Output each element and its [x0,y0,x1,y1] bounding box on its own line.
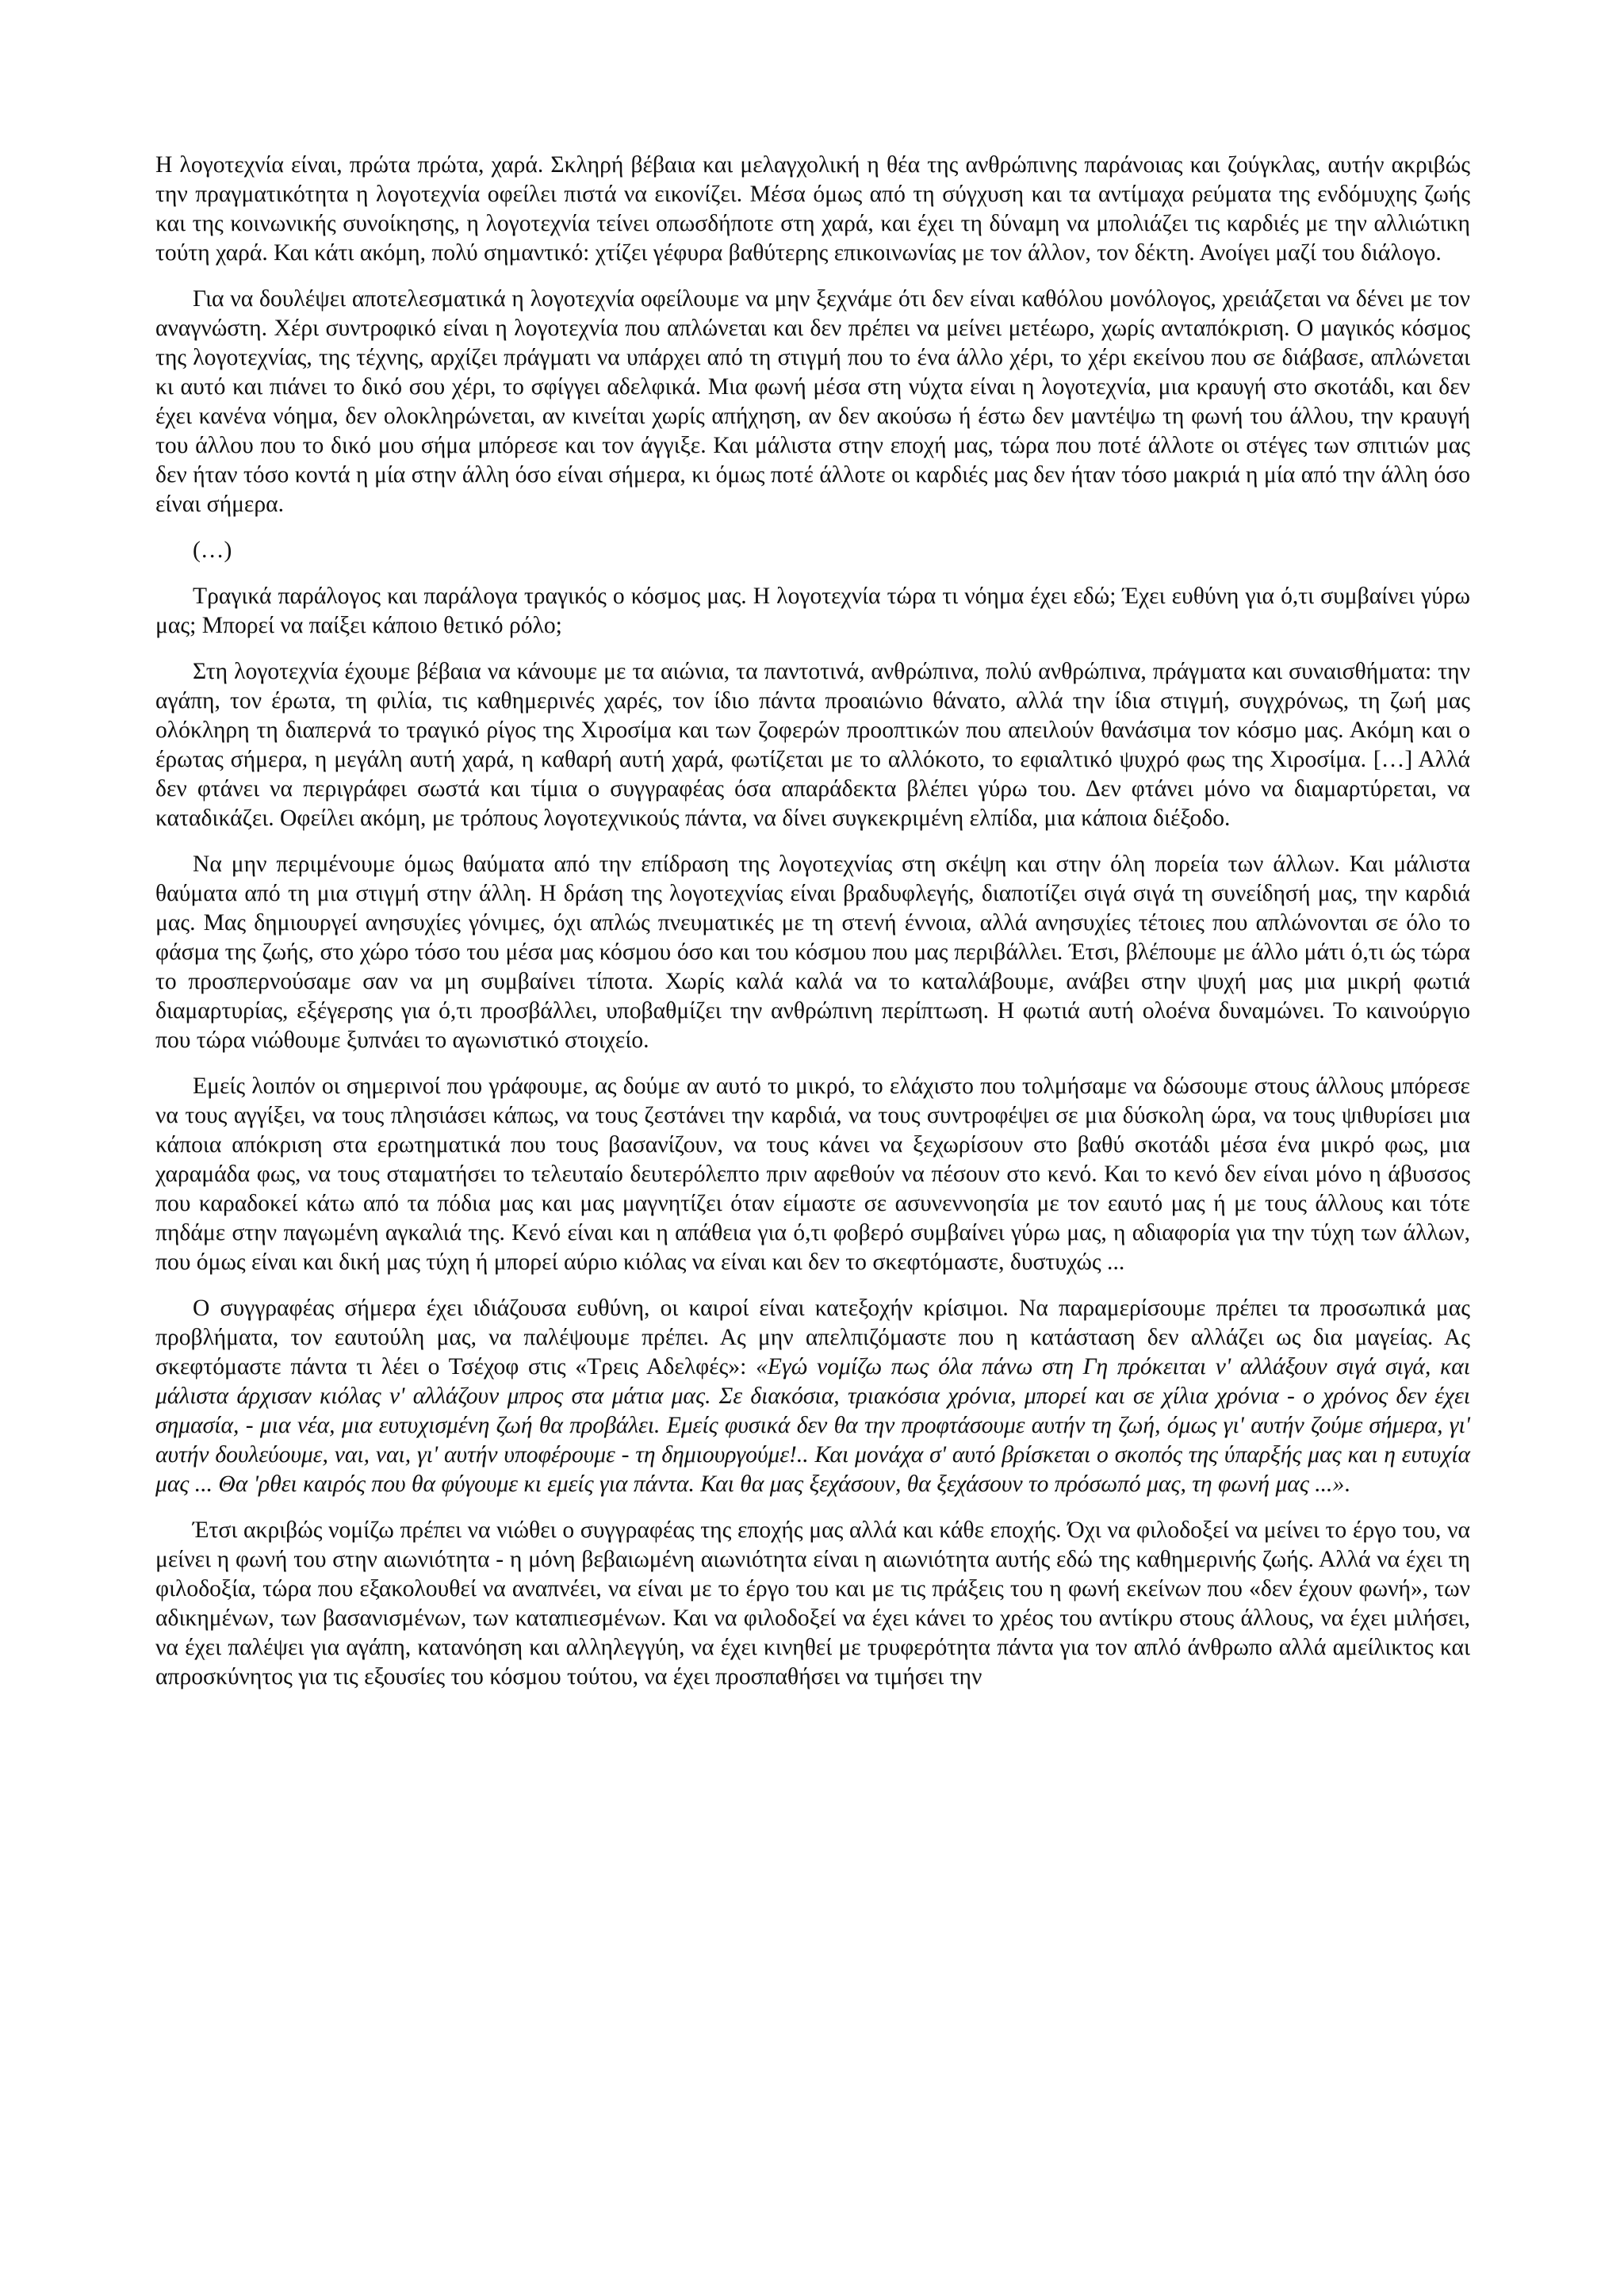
paragraph-5: Να μην περιμένουμε όμως θαύματα από την επίδραση της λογοτεχνίας στη σκέψη και στην όλη πορεία των άλλων. Και μάλιστα θαύματα από τη μια στιγμή στην άλλη. Η δράση της λογοτεχνίας είναι βραδυφλεγής, διαποτίζει σιγά σιγά τη συνείδησή μας, την καρδιά μας. Μας δημιουργεί ανησυχίες γόνιμες, όχι απλώς πνευματικές με τη στενή έννοια, αλλά ανησυχίες τέτοιες που απλώνονται σε όλο το φάσμα της ζωής, στο χώρο τόσο του μέσα μας κόσμου όσο και του κόσμου που μας περιβάλλει. Έτσι, βλέπουμε με άλλο μάτι ό,τι ώς τώρα το προσπερνούσαμε σαν να μη συμβαίνει τίποτα. Χωρίς καλά καλά να το καταλάβουμε, ανάβει στην ψυχή μας μια μικρή φωτιά διαμαρτυρίας, εξέγερσης για ό,τι προσβάλλει, υποβαθμίζει την ανθρώπινη περίπτωση. Η φωτιά αυτή ολοένα δυναμώνει. Το καινούργιο που τώρα νιώθουμε ξυπνάει το αγωνιστικό στοιχείο. [155,851,1470,1053]
chekhov-quote: «Εγώ νομίζω πως όλα πάνω στη Γη πρόκειται ν' αλλάξουν σιγά σιγά, και μάλιστα άρχισαν κιόλας ν' αλλάζουν μπρος στα μάτια μας. Σε διακόσια, τριακόσια χρόνια, μπορεί και σε χίλια χρόνια - ο χρόνος δεν έχει σημασία, - μια νέα, μια ευτυχισμένη ζωή θα προβάλει. Εμείς φυσικά δεν θα την προφτάσουμε αυτήν τη ζωή, όμως γι' αυτήν ζούμε σήμερα, γι' αυτήν δουλεύουμε, ναι, ναι, γι' αυτήν υποφέρουμε - τη δημιουργούμε!.. Και μονάχα σ' αυτό βρίσκεται ο σκοπός της ύπαρξής μας και η ευτυχία μας ... Θα 'ρθει καιρός που θα φύγουμε κι εμείς για πάντα. Και θα μας ξεχάσουν, θα ξεχάσουν το πρόσωπό μας, τη φωνή μας ...» [155,1354,1470,1497]
paragraph-4: Στη λογοτεχνία έχουμε βέβαια να κάνουμε με τα αιώνια, τα παντοτινά, ανθρώπινα, πολύ ανθρώπινα, πράγματα και συναισθήματα: την αγάπη, τον έρωτα, τη φιλία, τις καθημερινές χαρές, τον ίδιο πάντα προαιώνιο θάνατο, αλλά την ίδια στιγμή, συγχρόνως, τη ζωή μας ολόκληρη τη διαπερνά το τραγικό ρίγος της Χιροσίμα και των ζοφερών προοπτικών που απειλούν θανάσιμα τον κόσμο μας. Ακόμη και ο έρωτας σήμερα, η μεγάλη αυτή χαρά, η καθαρή αυτή χαρά, φωτίζεται με το αλλόκοτο, το εφιαλτικό ψυχρό φως της Χιροσίμα. […] Αλλά δεν φτάνει να περιγράφει σωστά και τίμια ο συγγραφέας όσα απαράδεκτα βλέπει γύρω του. Δεν φτάνει μόνο να διαμαρτύρεται, να καταδικάζει. Οφείλει ακόμη, με τρόπους λογοτεχνικούς πάντα, να δίνει συγκεκριμένη ελπίδα, μια κάποια διέξοδο. [155,659,1470,831]
chekhov-tail: . [1344,1471,1350,1497]
paragraph-3: Τραγικά παράλογος και παράλογα τραγικός ο κόσμος μας. Η λογοτεχνία τώρα τι νόημα έχει εδώ; Έχει ευθύνη για ό,τι συμβαίνει γύρω μας; Μπορεί να παίξει κάποιο θετικό ρόλο; [155,584,1470,638]
paragraph-chekhov [155,1294,1470,1499]
chekhov-lead: Ο συγγραφέας σήμερα έχει ιδιάζουσα ευθύνη, οι καιροί είναι κατεξοχήν κρίσιμοι. Να παραμερίσουμε πρέπει τα προσωπικά μας προβλήματα, τον εαυτούλη μας, να παλέψουμε πρέπει. Ας μην απελπιζόμαστε που η κατάσταση δεν αλλάζει ως δια μαγείας. Ας σκεφτόμαστε πάντα τι λέει ο Τσέχοφ στις «Τρεις Αδελφές»: [155,1295,1470,1380]
paragraph-last: Έτσι ακριβώς νομίζω πρέπει να νιώθει ο συγγραφέας της εποχής μας αλλά και κάθε εποχής. Όχι να φιλοδοξεί να μείνει το έργο του, να μείνει η φωνή του στην αιωνιότητα - η μόνη βεβαιωμένη αιωνιότητα είναι η αιωνιότητα αυτής εδώ της καθημερινής ζωής. Αλλά να έχει τη φιλοδοξία, τώρα που εξακολουθεί να αναπνέει, να είναι με το έργο του και με τις πράξεις του η φωνή εκείνων που «δεν έχουν φωνή», των αδικημένων, των βασανισμένων, των καταπιεσμένων. Και να φιλοδοξεί να έχει κάνει το χρέος του αντίκρυ στους άλλους, να έχει μιλήσει, να έχει παλέψει για αγάπη, κατανόηση και αλληλεγγύη, να έχει κινηθεί με τρυφερότητα πάντα για τον απλό άνθρωπο αλλά αμείλικτος και απροσκύνητος για τις εξουσίες του κόσμου τούτου, να έχει προσπαθήσει να τιμήσει την [155,1517,1470,1689]
paragraph-1: Η λογοτεχνία είναι, πρώτα πρώτα, χαρά. Σκληρή βέβαια και μελαγχολική η θέα της ανθρώπινης παράνοιας και ζούγκλας, αυτήν ακριβώς την πραγματικότητα η λογοτεχνία οφείλει πιστά να εικονίζει. Μέσα όμως από τη σύγχυση και τα αντίμαχα ρεύματα της ενδόμυχης ζωής και της κοινωνικής συνοίκησης, η λογοτεχνία τείνει οπωσδήποτε στη χαρά, και έχει τη δύναμη να μπολιάζει τις καρδιές με την αλλιώτικη τούτη χαρά. Και κάτι ακόμη, πολύ σημαντικό: χτίζει γέφυρα βαθύτερης επικοινωνίας με τον άλλον, τον δέκτη. Ανοίγει μαζί του διάλογο. [155,152,1470,266]
paragraph-2: Για να δουλέψει αποτελεσματικά η λογοτεχνία οφείλουμε να μην ξεχνάμε ότι δεν είναι καθόλου μονόλογος, χρειάζεται να δένει με τον αναγνώστη. Χέρι συντροφικό είναι η λογοτεχνία που απλώνεται και δεν πρέπει να μείνει μετέωρο, χωρίς ανταπόκριση. Ο μαγικός κόσμος της λογοτεχνίας, της τέχνης, αρχίζει πράγματι να υπάρχει από τη στιγμή που το ένα άλλο χέρι, το χέρι εκείνου που σε διάβασε, απλώνεται κι αυτό και πιάνει το δικό σου χέρι, το σφίγγει αδελφικά. Μια φωνή μέσα στη νύχτα είναι η λογοτεχνία, μια κραυγή στο σκοτάδι, και δεν έχει κανένα νόημα, δεν ολοκληρώνεται, αν κινείται χωρίς απήχηση, αν δεν ακούσω ή έστω δεν μαντέψω τη φωνή του άλλου, την κραυγή του άλλου που το δικό μου σήμα μπόρεσε και τον άγγιξε. Και μάλιστα στην εποχή μας, τώρα που ποτέ άλλοτε οι στέγες των σπιτιών μας δεν ήταν τόσο κοντά η μία στην άλλη όσο είναι σήμερα, κι όμως ποτέ άλλοτε οι καρδιές μας δεν ήταν τόσο μακριά η μία από την άλλη όσο είναι σήμερα. [155,286,1470,517]
document-body [155,151,1470,1692]
paragraph-6: Εμείς λοιπόν οι σημερινοί που γράφουμε, ας δούμε αν αυτό το μικρό, το ελάχιστο που τολμήσαμε να δώσουμε στους άλλους μπόρεσε να τους αγγίξει, να τους πλησιάσει κάπως, να τους ζεστάνει την καρδιά, να τους συντροφέψει σε μια δύσκολη ώρα, να τους ψιθυρίσει μια κάποια απόκριση στα ερωτηματικά που τους βασανίζουν, να τους κάνει να ξεχωρίσουν στο βαθύ σκοτάδι μέσα ένα μικρό φως, μια χαραμάδα φως, να τους σταματήσει το τελευταίο δευτερόλεπτο πριν αφεθούν να πέσουν στο κενό. Και το κενό δεν είναι μόνο η άβυσσος που καραδοκεί κάτω από τα πόδια μας και μας μαγνητίζει όταν είμαστε σε ασυνεννοησία με τον εαυτό μας ή με τους άλλους και τότε πηδάμε στην παγωμένη αγκαλιά της. Κενό είναι και η απάθεια για ό,τι φοβερό συμβαίνει γύρω μας, η αδιαφορία για την τύχη των άλλων, που όμως είναι και δική μας τύχη ή μπορεί αύριο κιόλας να είναι και δεν το σκεφτόμαστε, δυστυχώς ... [155,1073,1470,1275]
ellipsis-marker: (…) [193,538,232,563]
